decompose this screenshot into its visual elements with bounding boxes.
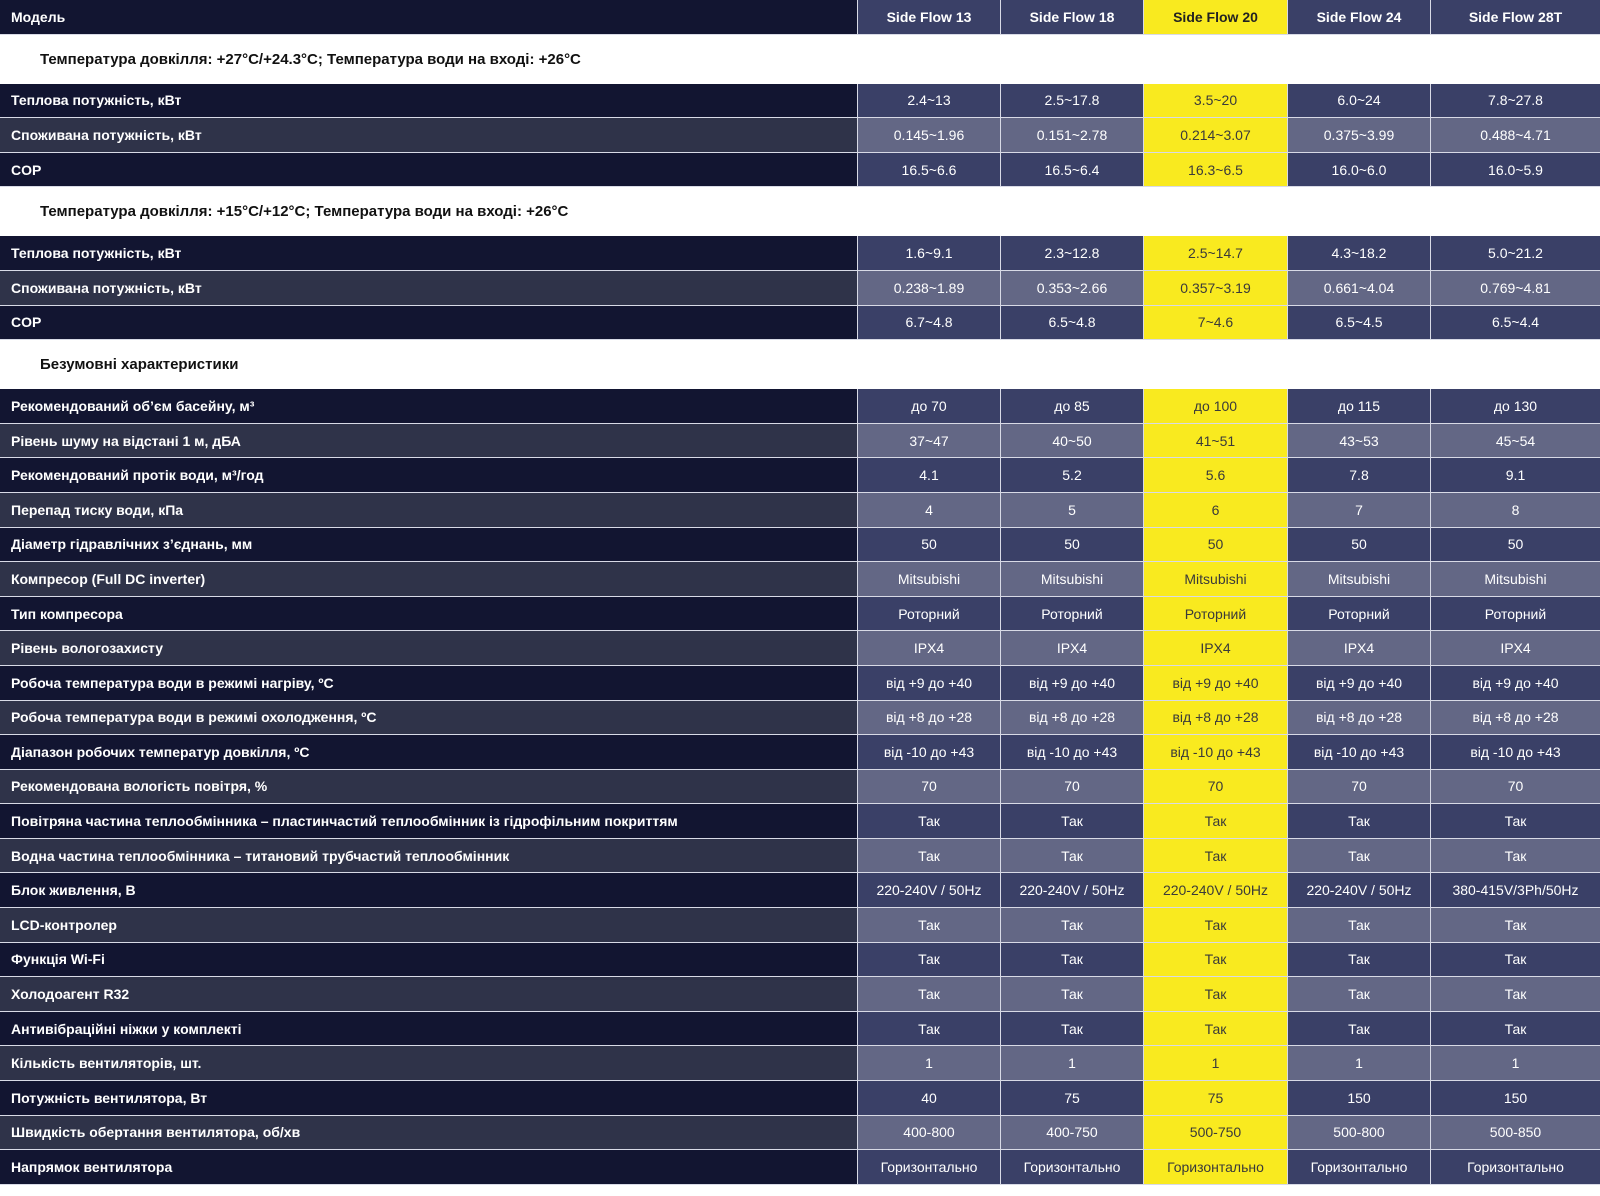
table-row — [0, 1116, 1600, 1151]
table-row — [0, 153, 1600, 188]
value-cell: Так — [857, 977, 1000, 1011]
value-cell-highlighted: Так — [1143, 1012, 1287, 1046]
table-row — [0, 631, 1600, 666]
value-cell: 2.5~17.8 — [1000, 84, 1143, 118]
value-cell: 16.0~5.9 — [1430, 153, 1600, 187]
value-cell: 0.145~1.96 — [857, 118, 1000, 152]
table-row — [0, 306, 1600, 341]
row-label: Повітряна частина теплообмінника – пластинчастий теплообмінник із гідрофільним покриттям — [0, 804, 857, 838]
value-cell: 7.8~27.8 — [1430, 84, 1600, 118]
table-row — [0, 770, 1600, 805]
value-cell: 50 — [857, 528, 1000, 562]
value-cell: IPX4 — [1000, 631, 1143, 665]
value-cell: від +8 до +28 — [1287, 701, 1430, 735]
table-row — [0, 458, 1600, 493]
header-label: Модель — [0, 0, 857, 34]
value-cell-highlighted: 3.5~20 — [1143, 84, 1287, 118]
row-label: Рівень вологозахисту — [0, 631, 857, 665]
value-cell: 70 — [1000, 770, 1143, 804]
value-cell: 2.3~12.8 — [1000, 236, 1143, 270]
value-cell: Так — [1430, 977, 1600, 1011]
table-row — [0, 1150, 1600, 1185]
value-cell: Так — [1430, 943, 1600, 977]
value-cell: від -10 до +43 — [1000, 735, 1143, 769]
row-label: Споживана потужність, кВт — [0, 271, 857, 305]
value-cell: від +8 до +28 — [857, 701, 1000, 735]
value-cell: 16.5~6.4 — [1000, 153, 1143, 187]
value-cell-highlighted: 50 — [1143, 528, 1287, 562]
value-cell: IPX4 — [1287, 631, 1430, 665]
table-body — [0, 35, 1600, 1185]
value-cell: від -10 до +43 — [857, 735, 1000, 769]
row-label: Компресор (Full DC inverter) — [0, 562, 857, 596]
table-row — [0, 701, 1600, 736]
table-row — [0, 735, 1600, 770]
value-cell: Так — [1287, 839, 1430, 873]
value-cell: Так — [857, 908, 1000, 942]
value-cell: Mitsubishi — [1287, 562, 1430, 596]
value-cell: 0.769~4.81 — [1430, 271, 1600, 305]
value-cell: Роторний — [1287, 597, 1430, 631]
row-label: Перепад тиску води, кПа — [0, 493, 857, 527]
model-header-cell: Side Flow 13 — [857, 0, 1000, 34]
row-label: Теплова потужність, кВт — [0, 84, 857, 118]
value-cell: 5.0~21.2 — [1430, 236, 1600, 270]
value-cell: Mitsubishi — [857, 562, 1000, 596]
value-cell-highlighted: 220-240V / 50Hz — [1143, 873, 1287, 907]
row-label: Теплова потужність, кВт — [0, 236, 857, 270]
row-label: COP — [0, 306, 857, 340]
value-cell: Горизонтально — [1430, 1150, 1600, 1184]
value-cell-highlighted: від -10 до +43 — [1143, 735, 1287, 769]
value-cell: 0.375~3.99 — [1287, 118, 1430, 152]
value-cell: 37~47 — [857, 424, 1000, 458]
value-cell: Роторний — [1000, 597, 1143, 631]
value-cell-highlighted: 5.6 — [1143, 458, 1287, 492]
value-cell: 8 — [1430, 493, 1600, 527]
value-cell-highlighted: Так — [1143, 804, 1287, 838]
value-cell: 70 — [1287, 770, 1430, 804]
value-cell: від -10 до +43 — [1430, 735, 1600, 769]
table-row — [0, 389, 1600, 424]
table-row — [0, 943, 1600, 978]
value-cell-highlighted: 500-750 — [1143, 1116, 1287, 1150]
table-row — [0, 118, 1600, 153]
value-cell: Так — [1430, 908, 1600, 942]
section-title: Безумовні характеристики — [0, 340, 1600, 389]
table-row — [0, 562, 1600, 597]
value-cell: Так — [1000, 1012, 1143, 1046]
table-row — [0, 84, 1600, 119]
value-cell: 50 — [1430, 528, 1600, 562]
table-row — [0, 804, 1600, 839]
value-cell: Так — [1287, 804, 1430, 838]
value-cell-highlighted: 0.357~3.19 — [1143, 271, 1287, 305]
table-row — [0, 236, 1600, 271]
row-label: Робоча температура води в режимі охолодження, ºC — [0, 701, 857, 735]
value-cell: 1 — [1000, 1046, 1143, 1080]
value-cell: 380-415V/3Ph/50Hz — [1430, 873, 1600, 907]
value-cell: Роторний — [1430, 597, 1600, 631]
value-cell: Так — [1430, 839, 1600, 873]
value-cell-highlighted: Так — [1143, 908, 1287, 942]
value-cell: до 115 — [1287, 389, 1430, 423]
section-title: Температура довкілля: +27°C/+24.3°C; Температура води на вході: +26°C — [0, 35, 1600, 84]
value-cell: Так — [1000, 908, 1143, 942]
value-cell: 6.0~24 — [1287, 84, 1430, 118]
value-cell: 75 — [1000, 1081, 1143, 1115]
value-cell: 0.353~2.66 — [1000, 271, 1143, 305]
value-cell: 150 — [1287, 1081, 1430, 1115]
value-cell: Роторний — [857, 597, 1000, 631]
value-cell: Горизонтально — [1000, 1150, 1143, 1184]
value-cell: 50 — [1000, 528, 1143, 562]
value-cell-highlighted: 0.214~3.07 — [1143, 118, 1287, 152]
value-cell: 4.1 — [857, 458, 1000, 492]
row-label: Рекомендована вологість повітря, % — [0, 770, 857, 804]
value-cell-highlighted: 6 — [1143, 493, 1287, 527]
value-cell: Так — [857, 839, 1000, 873]
value-cell: 6.5~4.8 — [1000, 306, 1143, 340]
table-row — [0, 1046, 1600, 1081]
value-cell: 1 — [1430, 1046, 1600, 1080]
value-cell: до 85 — [1000, 389, 1143, 423]
value-cell-highlighted: Роторний — [1143, 597, 1287, 631]
value-cell: Так — [1287, 908, 1430, 942]
value-cell: 7.8 — [1287, 458, 1430, 492]
value-cell: 6.7~4.8 — [857, 306, 1000, 340]
value-cell: 400-750 — [1000, 1116, 1143, 1150]
value-cell: 7 — [1287, 493, 1430, 527]
value-cell: 45~54 — [1430, 424, 1600, 458]
value-cell: до 70 — [857, 389, 1000, 423]
value-cell: Так — [1000, 804, 1143, 838]
model-header-cell-highlighted: Side Flow 20 — [1143, 0, 1287, 34]
value-cell: 50 — [1287, 528, 1430, 562]
value-cell: 2.4~13 — [857, 84, 1000, 118]
table-row — [0, 839, 1600, 874]
row-label: COP — [0, 153, 857, 187]
table-row — [0, 873, 1600, 908]
table-row — [0, 977, 1600, 1012]
value-cell-highlighted: від +8 до +28 — [1143, 701, 1287, 735]
value-cell: Так — [1287, 977, 1430, 1011]
table-header-row — [0, 0, 1600, 35]
row-label: Діаметр гідравлічних з’єднань, мм — [0, 528, 857, 562]
value-cell: Так — [857, 1012, 1000, 1046]
value-cell: від +9 до +40 — [1000, 666, 1143, 700]
value-cell: 16.0~6.0 — [1287, 153, 1430, 187]
value-cell-highlighted: 7~4.6 — [1143, 306, 1287, 340]
value-cell: 1 — [1287, 1046, 1430, 1080]
value-cell: Так — [1287, 943, 1430, 977]
value-cell-highlighted: від +9 до +40 — [1143, 666, 1287, 700]
value-cell: 5.2 — [1000, 458, 1143, 492]
value-cell: Так — [1000, 839, 1143, 873]
table-row — [0, 597, 1600, 632]
value-cell-highlighted: IPX4 — [1143, 631, 1287, 665]
value-cell: Так — [1000, 943, 1143, 977]
value-cell: від +9 до +40 — [1430, 666, 1600, 700]
table-row — [0, 908, 1600, 943]
row-label: Кількість вентиляторів, шт. — [0, 1046, 857, 1080]
value-cell: 4.3~18.2 — [1287, 236, 1430, 270]
value-cell: Mitsubishi — [1000, 562, 1143, 596]
value-cell: 4 — [857, 493, 1000, 527]
value-cell: від -10 до +43 — [1287, 735, 1430, 769]
value-cell: від +8 до +28 — [1430, 701, 1600, 735]
value-cell: 0.661~4.04 — [1287, 271, 1430, 305]
value-cell: Так — [857, 943, 1000, 977]
value-cell: до 130 — [1430, 389, 1600, 423]
value-cell: 6.5~4.4 — [1430, 306, 1600, 340]
value-cell: 0.488~4.71 — [1430, 118, 1600, 152]
value-cell: Горизонтально — [857, 1150, 1000, 1184]
value-cell: 150 — [1430, 1081, 1600, 1115]
row-label: Діапазон робочих температур довкілля, ºC — [0, 735, 857, 769]
value-cell-highlighted: 16.3~6.5 — [1143, 153, 1287, 187]
row-label: Робоча температура води в режимі нагріву, ºC — [0, 666, 857, 700]
value-cell: 70 — [857, 770, 1000, 804]
row-label: Функція Wi-Fi — [0, 943, 857, 977]
value-cell: IPX4 — [857, 631, 1000, 665]
value-cell: від +9 до +40 — [1287, 666, 1430, 700]
value-cell-highlighted: 75 — [1143, 1081, 1287, 1115]
value-cell: 0.151~2.78 — [1000, 118, 1143, 152]
value-cell: від +9 до +40 — [857, 666, 1000, 700]
row-label: Рекомендований протік води, м³/год — [0, 458, 857, 492]
table-row — [0, 528, 1600, 563]
value-cell: 0.238~1.89 — [857, 271, 1000, 305]
value-cell: 500-850 — [1430, 1116, 1600, 1150]
value-cell: Так — [1000, 977, 1143, 1011]
value-cell: 6.5~4.5 — [1287, 306, 1430, 340]
row-label: Потужність вентилятора, Вт — [0, 1081, 857, 1115]
row-label: Холодоагент R32 — [0, 977, 857, 1011]
value-cell: 220-240V / 50Hz — [857, 873, 1000, 907]
table-row — [0, 424, 1600, 459]
table-row — [0, 493, 1600, 528]
table-row — [0, 666, 1600, 701]
value-cell-highlighted: до 100 — [1143, 389, 1287, 423]
value-cell: 220-240V / 50Hz — [1000, 873, 1143, 907]
value-cell: Так — [1430, 1012, 1600, 1046]
value-cell: від +8 до +28 — [1000, 701, 1143, 735]
value-cell: 400-800 — [857, 1116, 1000, 1150]
value-cell: Mitsubishi — [1430, 562, 1600, 596]
model-header-cell: Side Flow 24 — [1287, 0, 1430, 34]
value-cell: Так — [1430, 804, 1600, 838]
value-cell: Горизонтально — [1287, 1150, 1430, 1184]
value-cell-highlighted: Так — [1143, 943, 1287, 977]
table-row — [0, 271, 1600, 306]
value-cell: 500-800 — [1287, 1116, 1430, 1150]
value-cell: 16.5~6.6 — [857, 153, 1000, 187]
value-cell-highlighted: 2.5~14.7 — [1143, 236, 1287, 270]
value-cell: 5 — [1000, 493, 1143, 527]
value-cell: 220-240V / 50Hz — [1287, 873, 1430, 907]
row-label: Рівень шуму на відстані 1 м, дБА — [0, 424, 857, 458]
row-label: Тип компресора — [0, 597, 857, 631]
value-cell: 40~50 — [1000, 424, 1143, 458]
model-header-cell: Side Flow 28T — [1430, 0, 1600, 34]
table-row — [0, 1012, 1600, 1047]
value-cell: 43~53 — [1287, 424, 1430, 458]
value-cell-highlighted: Так — [1143, 977, 1287, 1011]
table-row — [0, 1081, 1600, 1116]
value-cell: 9.1 — [1430, 458, 1600, 492]
row-label: Рекомендований об’єм басейну, м³ — [0, 389, 857, 423]
row-label: Напрямок вентилятора — [0, 1150, 857, 1184]
row-label: Споживана потужність, кВт — [0, 118, 857, 152]
value-cell: Так — [857, 804, 1000, 838]
value-cell-highlighted: Mitsubishi — [1143, 562, 1287, 596]
section-title: Температура довкілля: +15°C/+12°C; Температура води на вході: +26°C — [0, 187, 1600, 236]
row-label: LCD-контролер — [0, 908, 857, 942]
row-label: Блок живлення, В — [0, 873, 857, 907]
value-cell-highlighted: 41~51 — [1143, 424, 1287, 458]
row-label: Швидкість обертання вентилятора, об/хв — [0, 1116, 857, 1150]
value-cell-highlighted: 1 — [1143, 1046, 1287, 1080]
value-cell-highlighted: Горизонтально — [1143, 1150, 1287, 1184]
value-cell: 40 — [857, 1081, 1000, 1115]
value-cell-highlighted: 70 — [1143, 770, 1287, 804]
value-cell: 1.6~9.1 — [857, 236, 1000, 270]
value-cell-highlighted: Так — [1143, 839, 1287, 873]
value-cell: IPX4 — [1430, 631, 1600, 665]
value-cell: 1 — [857, 1046, 1000, 1080]
row-label: Водна частина теплообмінника – титановий трубчастий теплообмінник — [0, 839, 857, 873]
value-cell: Так — [1287, 1012, 1430, 1046]
row-label: Антивібраційні ніжки у комплекті — [0, 1012, 857, 1046]
model-header-cell: Side Flow 18 — [1000, 0, 1143, 34]
value-cell: 70 — [1430, 770, 1600, 804]
